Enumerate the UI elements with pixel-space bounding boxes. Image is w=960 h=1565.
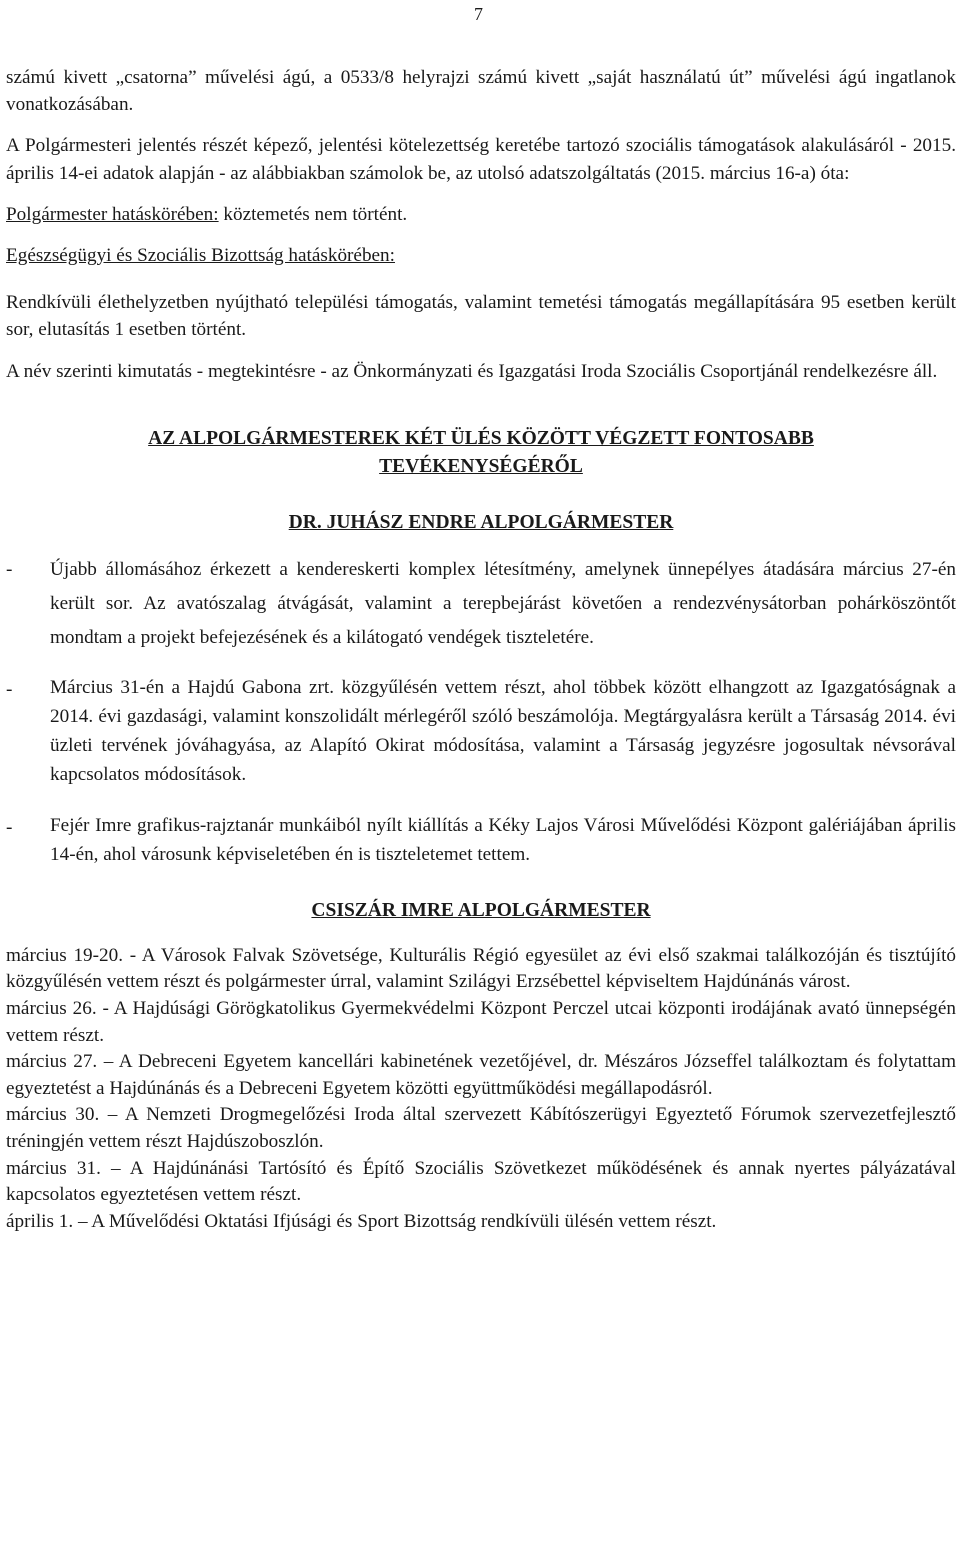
list-item-text: Fejér Imre grafikus-rajztanár munkáiból nyílt kiállítás a Kéky Lajos Városi Művelődési Központ galériájában április 14-én, ahol városunk képviseletében én is tiszteletemet tettem. bbox=[50, 814, 956, 865]
mayor-authority-paragraph bbox=[6, 201, 956, 228]
list-item bbox=[6, 673, 956, 789]
list-availability-paragraph: A név szerinti kimutatás - megtekintésre - az Önkormányzati és Igazgatási Iroda Szociális Csoportjánál rendelkezésre áll. bbox=[6, 360, 938, 382]
list-item: március 19-20. - A Városok Falvak Szövetsége, Kulturális Régió egyesület az évi első szakmai találkozóján és tisztújító közgyűlésén vettem részt és polgármester úrral, valamint Szilágyi Erzsébettel képviseltem Hajdúnánás várost. bbox=[6, 944, 956, 993]
list-item: március 27. – A Debreceni Egyetem kancellári kabinetének vezetőjével, dr. Mészáros Józseffel találkoztam és folytattam egyeztetést a Hajdúnánás és a Debreceni Egyetem közötti együttműködési megállapodásról. bbox=[6, 1051, 956, 1099]
list-item: március 26. - A Hajdúsági Görögkatolikus Gyermekvédelmi Központ Perczel utcai központi irodájának avató ünnepségén vettem részt. bbox=[6, 998, 956, 1046]
mayor-authority-text: köztemetés nem történt. bbox=[218, 203, 408, 225]
list-dash: - bbox=[6, 678, 13, 700]
document-body bbox=[6, 64, 956, 1235]
list-item bbox=[6, 553, 956, 655]
list-dash: - bbox=[6, 816, 13, 838]
main-heading-line-2: TEVÉKENYSÉGÉRŐL bbox=[379, 455, 583, 477]
mayor-authority-label: Polgármester hatáskörében: bbox=[6, 203, 219, 225]
main-heading-line-1: AZ ALPOLGÁRMESTEREK KÉT ÜLÉS KÖZÖTT VÉGZETT FONTOSABB bbox=[148, 427, 814, 449]
list-item-text: Újabb állomásához érkezett a kendereskerti komplex létesítmény, amelynek ünnepélyes átadására március 27-én került sor. Az avatószalag átvágását, valamint a terepbejárást követően a rendezvénysátorban pohárköszöntőt mondtam a projekt befejezésének és a kilátogató vendégek tiszteletére. bbox=[50, 558, 956, 648]
list-item: április 1. – A Művelődési Oktatási Ifjúsági és Sport Bizottság rendkívüli ülésén vettem részt. bbox=[6, 1210, 717, 1232]
csiszar-heading: CSISZÁR IMRE ALPOLGÁRMESTER bbox=[311, 899, 651, 921]
committee-label bbox=[6, 242, 956, 269]
page-number: 7 bbox=[474, 4, 483, 24]
list-item: március 31. – A Hajdúnánási Tartósító és Építő Szociális Szövetkezet működésének és annak nyertes pályázatával kapcsolatos egyeztetésen vettem részt. bbox=[6, 1157, 956, 1206]
juhasz-list bbox=[6, 553, 956, 869]
juhasz-heading: DR. JUHÁSZ ENDRE ALPOLGÁRMESTER bbox=[288, 511, 674, 533]
list-dash: - bbox=[6, 558, 13, 580]
list-item: március 30. – A Nemzeti Drogmegelőzési Iroda által szervezett Kábítószerügyi Egyeztető Fórumok szervezetfejlesztő tréningjén vettem részt Hajdúszoboszlón. bbox=[6, 1104, 956, 1152]
social-report-paragraph: A Polgármesteri jelentés részét képező, jelentési kötelezettség keretébe tartozó szociális támogatások alakulásáról - 2015. április 14-ei adatok alapján - az alábbiakban számolok be, az utolsó adatszolgáltatás (2015. március 16-a) óta: bbox=[6, 135, 956, 184]
list-item bbox=[6, 811, 956, 869]
intro-paragraph: számú kivett „csatorna” művelési ágú, a 0533/8 helyrajzi számú kivett „saját használatú út” művelési ágú ingatlanok vonatkozásában. bbox=[6, 67, 956, 116]
csiszar-entries bbox=[6, 943, 956, 1236]
list-item-text: Március 31-én a Hajdú Gabona zrt. közgyűlésén vettem részt, ahol többek között elhangzott az Igazgatóságnak a 2014. évi gazdasági, valamint konszolidált mérlegéről szóló beszámolója. Megtárgyalásra került a Társaság 2014. évi üzleti tervének jóváhagyása, az Alapító Okirat módosítása, valamint a Társaság jegyzésre jogosultak névsorával kapcsolatos módosítások. bbox=[50, 676, 956, 785]
committee-label-text: Egészségügyi és Szociális Bizottság hatáskörében: bbox=[6, 245, 395, 267]
support-paragraph: Rendkívüli élethelyzetben nyújtható települési támogatás, valamint temetési támogatás megállapítására 95 esetben került sor, elutasítás 1 esetben történt. bbox=[6, 292, 956, 341]
